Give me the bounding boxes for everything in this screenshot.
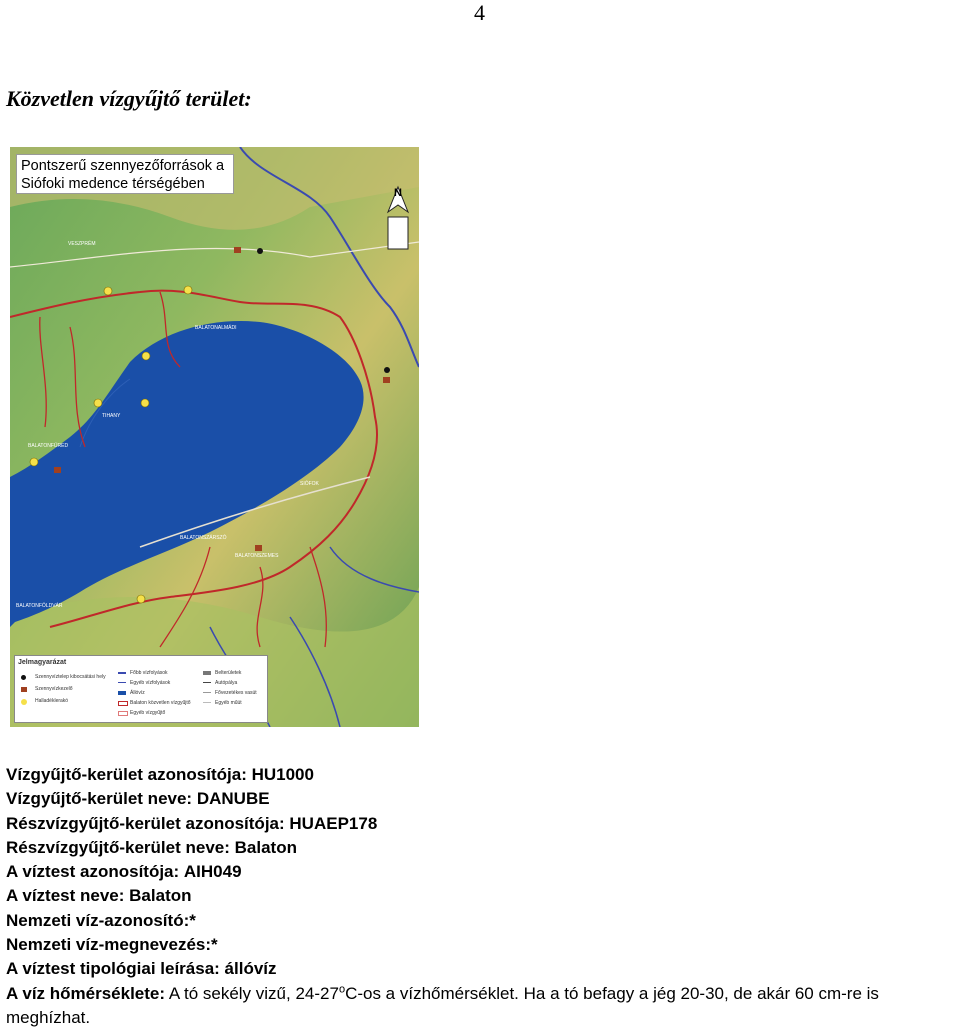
info-line: [6, 860, 960, 884]
field-value: állóvíz: [224, 959, 277, 979]
info-temperature: [6, 982, 960, 1031]
place-label: VESZPRÉM: [68, 241, 96, 247]
info-line: [6, 763, 960, 787]
compass-letter: N: [394, 187, 402, 199]
field-label: Részvízgyűjtő-kerület azonosítója:: [6, 813, 285, 833]
legend-item: Főbb vízfolyások: [130, 670, 168, 676]
legend-item: Egyéb műút: [215, 700, 242, 706]
legend-item: Fővezetékes vasút: [215, 690, 257, 696]
section-title: Közvetlen vízgyűjtő terület:: [6, 86, 252, 111]
field-value: AIH049: [183, 862, 242, 882]
legend-item: Halladéklerakó: [35, 698, 69, 704]
legend-title: Jelmagyarázat: [18, 659, 67, 666]
field-label: A víztest tipológiai leírása:: [6, 959, 220, 979]
place-label: BALATONALMÁDI: [195, 325, 237, 331]
field-label: Részvízgyűjtő-kerület neve:: [6, 837, 230, 857]
field-label: A víz hőmérséklete:: [6, 983, 166, 1003]
place-label: BALATONSZEMES: [235, 553, 279, 559]
legend-item: Állóvíz: [130, 690, 145, 696]
other-catchment-icon: [118, 711, 128, 716]
temperature-text: A tó sekély vizű, 24-27: [168, 983, 339, 1003]
field-value: HUAEP178: [289, 813, 378, 833]
main-river-icon: [118, 672, 126, 674]
legend-item: Egyéb vízfolyások: [130, 680, 171, 686]
railway-icon: [203, 692, 211, 693]
map-image: [10, 147, 419, 727]
built-area-icon: [203, 671, 211, 675]
map-legend: [14, 655, 268, 723]
degree-sup: o: [338, 983, 346, 996]
place-label: TIHANY: [102, 413, 121, 419]
place-label: BALATONFÜRED: [28, 443, 69, 449]
field-label: Nemzeti víz-megnevezés:*: [6, 935, 218, 955]
info-line: [6, 884, 960, 908]
info-line: [6, 812, 960, 836]
water-body-info: [6, 763, 960, 1030]
motorway-icon: [203, 682, 211, 683]
info-line: [6, 957, 960, 981]
place-label: BALATONSZÁRSZÓ: [180, 535, 227, 541]
map-title: [16, 154, 234, 194]
legend-item: Szennyvíztelep kibocsátási hely: [35, 674, 106, 680]
standing-water-icon: [118, 691, 126, 695]
legend-item: Szennyvízkezelő: [35, 686, 73, 692]
place-label: SIÓFOK: [300, 481, 319, 487]
field-value: HU1000: [251, 765, 314, 784]
road-icon: [203, 702, 211, 703]
legend-item: Balaton közvetlen vízgyűjtő: [130, 700, 191, 706]
landfill-icon: [21, 699, 27, 705]
info-line: [6, 909, 960, 933]
field-value: Balaton: [234, 837, 297, 857]
legend-item: Belterületek: [215, 670, 242, 676]
field-value: DANUBE: [196, 789, 270, 809]
temperature-text: C-os a vízhőmérséklet. Ha a tó befagy a jég 20-30, de akár 60 cm-re is meghízhat.: [6, 983, 879, 1027]
page-number: 4: [474, 0, 485, 25]
wastewater-plant-icon: [21, 687, 27, 692]
legend-item: Egyéb vízgyűjtő: [130, 710, 166, 716]
legend-item: Autópálya: [215, 680, 238, 686]
info-line: [6, 933, 960, 957]
other-river-icon: [118, 682, 126, 683]
wastewater-outlet-icon: [21, 675, 26, 680]
map-title-line2: Siófoki medence térségében: [21, 176, 205, 192]
info-line: [6, 787, 960, 811]
field-label: A víztest neve:: [6, 886, 125, 906]
field-value: Balaton: [129, 886, 192, 906]
info-line: [6, 836, 960, 860]
balaton-catchment-icon: [118, 701, 128, 706]
place-label: BALATONFÖLDVÁR: [16, 603, 63, 609]
field-label: Vízgyűjtő-kerület azonosítója:: [6, 765, 247, 784]
map-title-line1: Pontszerű szennyezőforrások a: [21, 158, 225, 174]
map-figure: [10, 147, 419, 727]
field-label: Vízgyűjtő-kerület neve:: [6, 789, 193, 809]
field-label: Nemzeti víz-azonosító:*: [6, 910, 196, 930]
field-label: A víztest azonosítója:: [6, 862, 180, 882]
